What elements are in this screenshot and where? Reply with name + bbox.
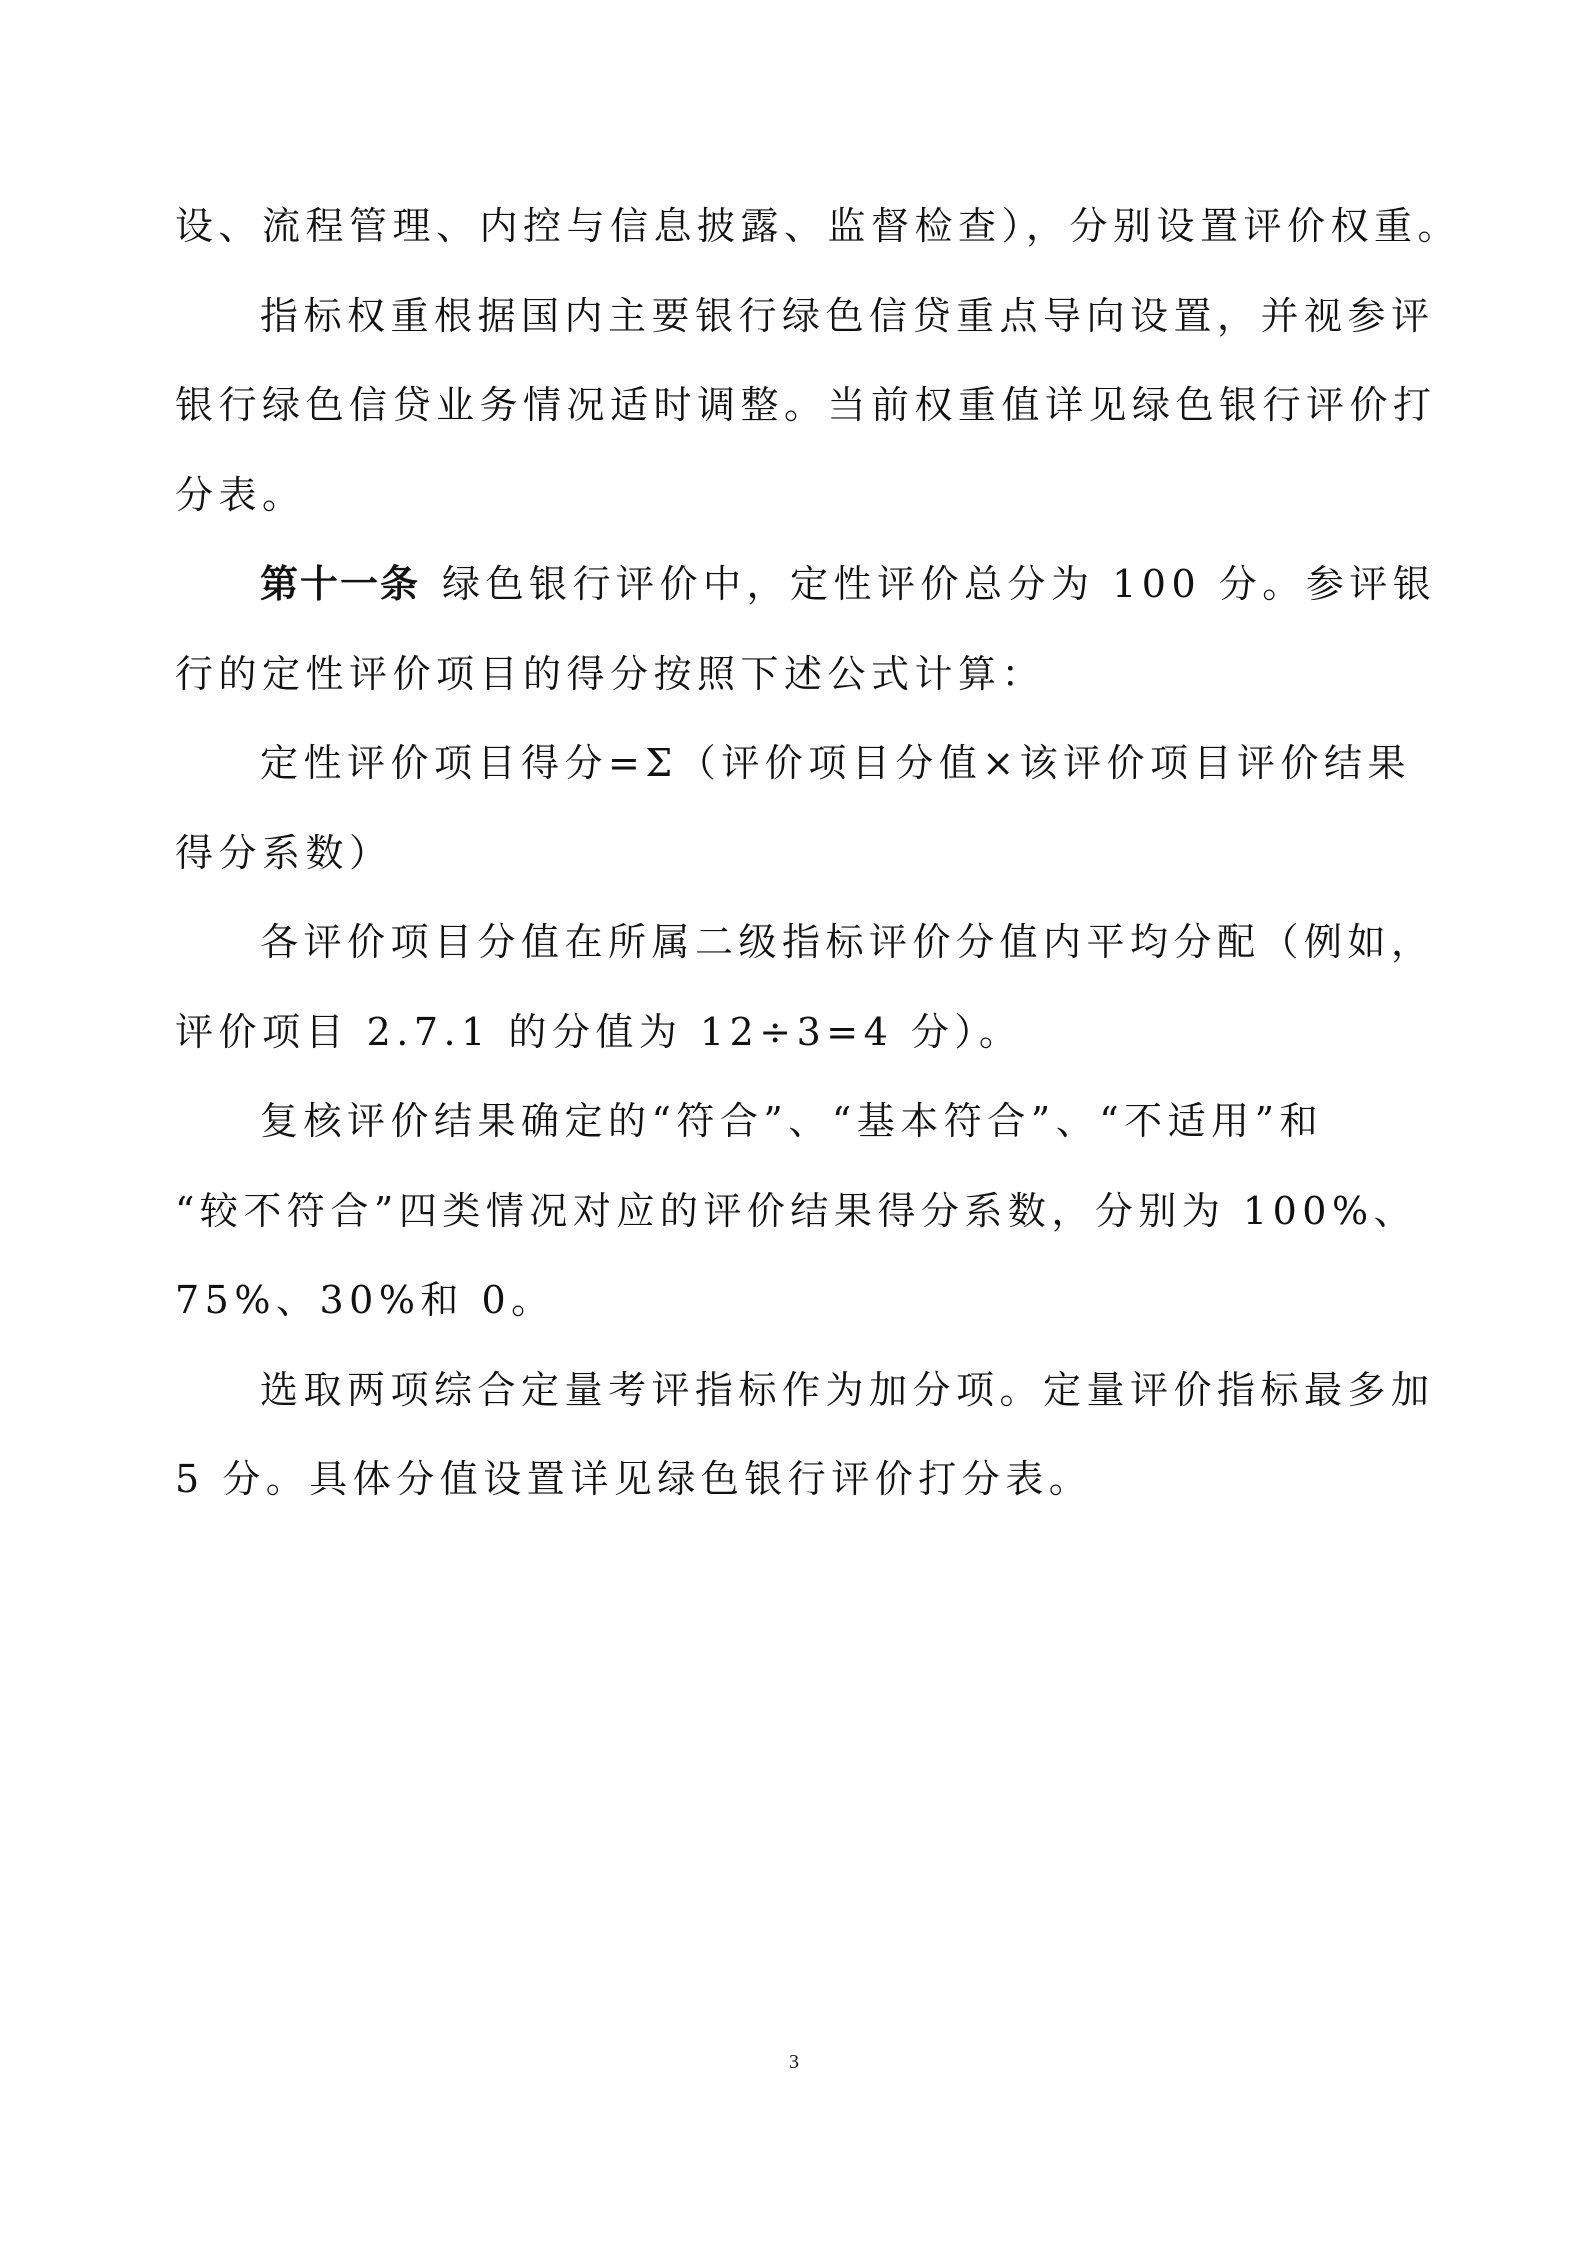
article-label: 第十一条 — [260, 562, 421, 606]
document-body — [175, 204, 1462, 1549]
text-line: 75%、30%和 0。 — [175, 1278, 555, 1322]
text-line: 各评价项目分值在所属二级指标评价分值内平均分配（例如， — [260, 920, 1435, 964]
formula-line: 定性评价项目得分=Σ（评价项目分值×该评价项目评价结果 — [260, 741, 1412, 785]
text-line: 设、流程管理、内控与信息披露、监督检查），分别设置评价权重。 — [175, 204, 1462, 248]
text-line: 银行绿色信贷业务情况适时调整。当前权重值详见绿色银行评价打 — [175, 383, 1437, 427]
text-line: 评价项目 2.7.1 的分值为 12÷3=4 分）。 — [175, 1009, 1023, 1054]
text-line: 行的定性评价项目的得分按照下述公式计算： — [175, 651, 1046, 696]
text-line: 5 分。具体分值设置详见绿色银行评价打分表。 — [175, 1457, 1093, 1501]
text-line: “较不符合”四类情况对应的评价结果得分系数，分别为 100%、 — [175, 1188, 1418, 1233]
text-line: 复核评价结果确定的“符合”、“基本符合”、“不适用”和 — [260, 1099, 1324, 1143]
text-line: 绿色银行评价中，定性评价总分为 100 分。参评银 — [442, 562, 1437, 606]
text-line: 分表。 — [175, 472, 306, 517]
article-line — [175, 562, 1437, 606]
text-line: 指标权重根据国内主要银行绿色信贷重点导向设置，并视参评 — [260, 293, 1435, 338]
page-number: 3 — [789, 2051, 799, 2073]
text-line: 选取两项综合定量考评指标作为加分项。定量评价指标最多加 — [260, 1367, 1435, 1412]
text-line: 得分系数） — [175, 830, 393, 875]
